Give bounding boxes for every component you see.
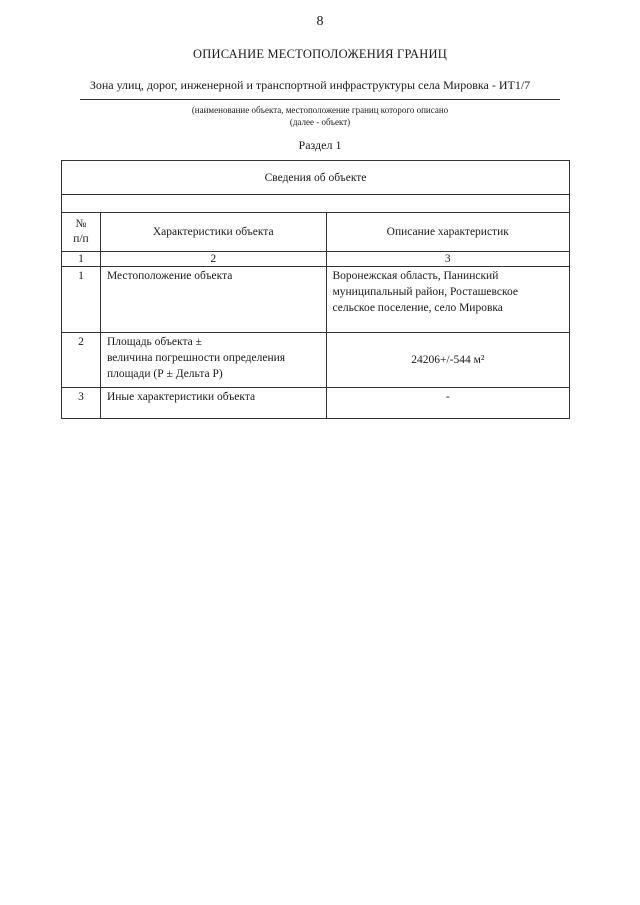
table-spacer xyxy=(62,195,570,213)
row-characteristic xyxy=(100,267,326,333)
column-number: 3 xyxy=(326,252,570,267)
section-title: Раздел 1 xyxy=(298,138,342,152)
header-num xyxy=(62,213,101,252)
row-description xyxy=(326,333,570,388)
row-characteristic-line: Площадь объекта ± xyxy=(106,336,202,348)
row-description-line: муниципальный район, Росташевское xyxy=(332,286,519,298)
object-name-underline xyxy=(80,99,560,100)
row-characteristic-line: площади (Р ± Дельта Р) xyxy=(106,368,223,380)
column-numbers-row xyxy=(62,252,570,267)
header-characteristics: Характеристики объекта xyxy=(100,213,326,252)
table-title: Сведения об объекте xyxy=(62,161,570,195)
object-name-caption-line2: (далее - объект) xyxy=(289,117,351,127)
row-characteristic-line: величина погрешности определения xyxy=(106,352,286,364)
row-description-line: Воронежская область, Панинский xyxy=(332,270,499,282)
header-num-line2: п/п xyxy=(73,233,89,245)
row-num: 3 xyxy=(62,388,101,419)
object-name-caption xyxy=(80,104,560,128)
document-title: ОПИСАНИЕ МЕСТОПОЛОЖЕНИЯ ГРАНИЦ xyxy=(193,47,447,61)
table-row xyxy=(62,267,570,333)
row-description-line: - xyxy=(445,391,450,403)
table-row xyxy=(62,333,570,388)
row-characteristic xyxy=(100,388,326,419)
table-header-row xyxy=(62,213,570,252)
row-description-line: 24206+/-544 м² xyxy=(411,354,485,366)
row-description xyxy=(326,267,570,333)
row-characteristic-line: Иные характеристики объекта xyxy=(106,391,256,403)
row-num: 1 xyxy=(62,267,101,333)
row-num: 2 xyxy=(62,333,101,388)
object-info-table xyxy=(61,160,570,419)
object-name-caption-line1: (наименование объекта, местоположение границ которого описано xyxy=(191,105,449,115)
column-number: 2 xyxy=(100,252,326,267)
row-description-line: сельское поселение, село Мировка xyxy=(332,302,503,314)
table-spacer-row xyxy=(62,195,570,213)
row-description xyxy=(326,388,570,419)
table-row xyxy=(62,388,570,419)
column-number: 1 xyxy=(62,252,101,267)
row-characteristic-line: Местоположение объекта xyxy=(106,270,233,282)
object-name: Зона улиц, дорог, инженерной и транспортной инфраструктуры села Мировка - ИТ1/7 xyxy=(89,78,531,92)
header-num-line1: № xyxy=(75,218,87,230)
table-title-row xyxy=(62,161,570,195)
row-characteristic xyxy=(100,333,326,388)
page-number: 8 xyxy=(316,14,324,29)
header-description: Описание характеристик xyxy=(326,213,570,252)
